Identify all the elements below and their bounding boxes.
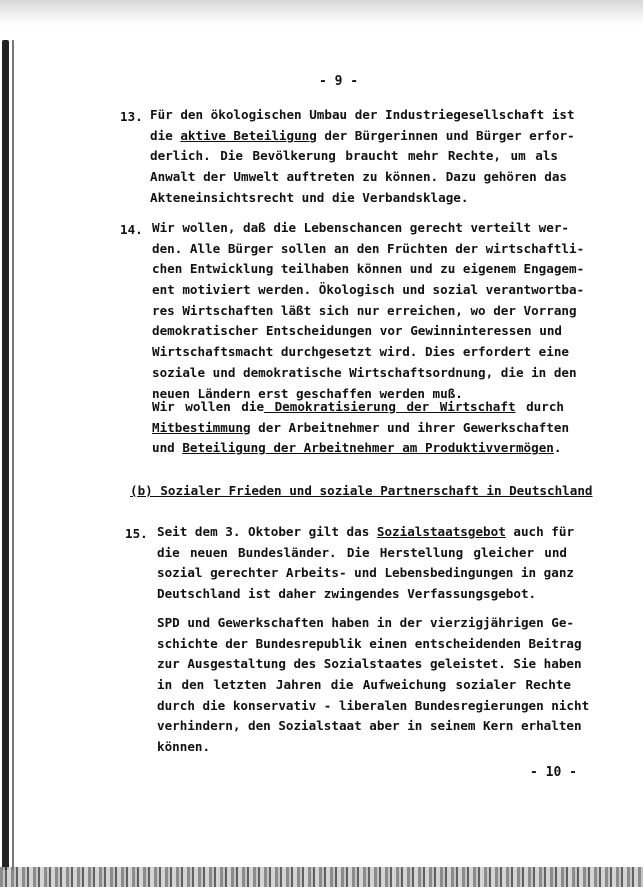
underlined-phrase: aktive Beteiligung: [180, 127, 317, 143]
text-line: können.: [157, 739, 211, 755]
paragraph-15-continued: [157, 613, 590, 758]
text-line: demokratischer Entscheidungen vor Gewinninteressen und: [152, 323, 562, 339]
item-number-15: 15.: [125, 526, 148, 541]
scan-bottom-edge: [0, 867, 643, 887]
page-number-bottom: - 10 -: [530, 765, 577, 780]
paragraph-14: [152, 218, 585, 404]
text-line: neuen Ländern erst geschaffen werden muß.: [152, 385, 463, 401]
section-heading-b: (b) Sozialer Frieden und soziale Partnerschaft in Deutschland: [130, 483, 593, 498]
page-number-top: - 9 -: [319, 74, 359, 89]
text-line: zur Ausgestaltung des Sozialstaates geleistet. Sie haben: [157, 656, 582, 672]
underlined-phrase: Demokratisierung der Wirtschaft: [264, 399, 516, 414]
text-line: verhindern, den Sozialstaat aber in seinem Kern erhalten: [157, 718, 582, 734]
text-line: res Wirtschaften läßt sich nur erreichen, wo der Vorrang: [152, 302, 577, 318]
text-line: Mitbestimmung der Arbeitnehmer und ihrer Gewerkschaften: [152, 419, 570, 435]
text-line: durch die konservativ - liberalen Bundesregierungen nicht: [157, 697, 590, 713]
paragraph-14-continued: [152, 397, 570, 459]
text-line: soziale und demokratische Wirtschaftsordnung, die in den: [152, 364, 577, 380]
paragraph-13: [150, 105, 575, 208]
text-line: Anwalt der Umwelt auftreten zu können. Dazu gehören das: [150, 169, 568, 185]
text-line: die neuen Bundesländer. Die Herstellung gleicher und: [157, 544, 567, 560]
text-line: ent motiviert werden. Ökologisch und sozial verantwortba-: [152, 282, 585, 298]
text-line: schichte der Bundesrepublik einen entscheidenden Beitrag: [157, 635, 582, 651]
text-line: in den letzten Jahren die Aufweichung sozialer Rechte: [157, 677, 571, 693]
underlined-phrase: Beteiligung der Arbeitnehmer am Produktivvermögen: [182, 440, 554, 456]
text-line: und Beteiligung der Arbeitnehmer am Produktivvermögen.: [152, 440, 562, 456]
text-line: SPD und Gewerkschaften haben in der vierzigjährigen Ge-: [157, 615, 575, 630]
text-line: derlich. Die Bevölkerung braucht mehr Rechte, um als: [150, 148, 558, 164]
text-line: den. Alle Bürger sollen an den Früchten der wirtschaftli-: [152, 240, 585, 256]
item-number-13: 13.: [120, 109, 143, 124]
scan-left-border-thin: [12, 40, 14, 870]
paragraph-15: [157, 522, 575, 605]
text-line: Wir wollen die Demokratisierung der Wirtschaft durch: [152, 399, 564, 414]
text-line: Wir wollen, daß die Lebenschancen gerecht verteilt wer-: [152, 220, 570, 235]
text-line: sozial gerechter Arbeits- und Lebensbedingungen in ganz: [157, 565, 575, 581]
text-line: Seit dem 3. Oktober gilt das Sozialstaatsgebot auch für: [157, 524, 575, 539]
scan-top-edge: [0, 0, 643, 26]
text-line: Für den ökologischen Umbau der Industriegesellschaft ist: [150, 107, 575, 122]
scan-left-border: [2, 40, 9, 870]
text-line: Deutschland ist daher zwingendes Verfassungsgebot.: [157, 586, 537, 602]
item-number-14: 14.: [120, 222, 143, 237]
text-line: Akteneinsichtsrecht und die Verbandsklage.: [150, 189, 469, 205]
text-line: die aktive Beteiligung der Bürgerinnen und Bürger erfor-: [150, 127, 575, 143]
underlined-phrase: Sozialstaatsgebot: [376, 524, 506, 539]
text-line: Wirtschaftsmacht durchgesetzt wird. Dies erfordert eine: [152, 344, 570, 360]
text-line: chen Entwicklung teilhaben können und zu eigenem Engagem-: [152, 261, 585, 277]
underlined-phrase: Mitbestimmung: [152, 419, 251, 435]
